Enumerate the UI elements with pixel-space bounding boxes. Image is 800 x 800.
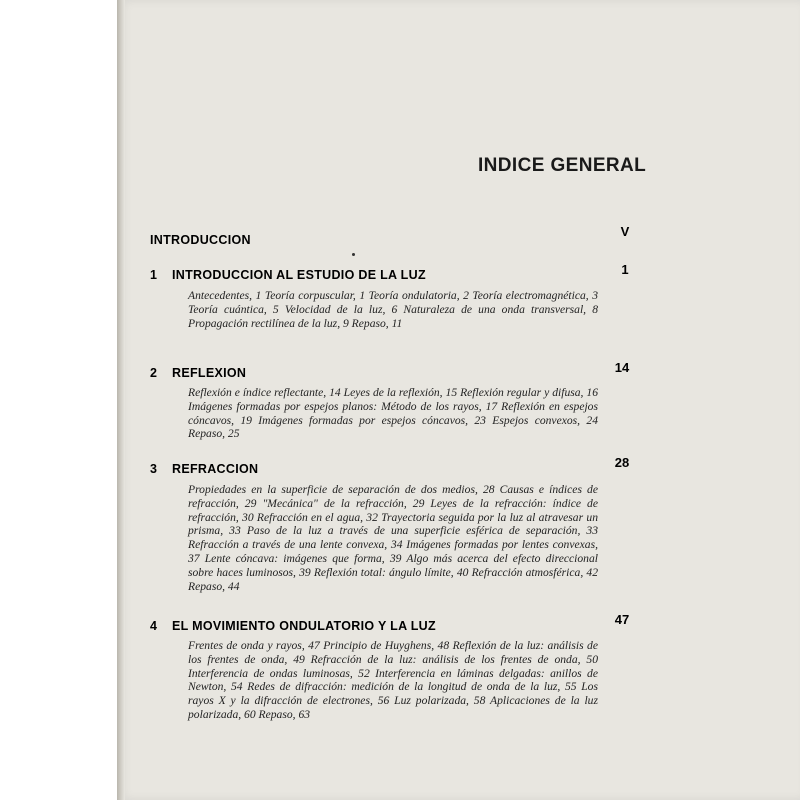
chapter-page-number: 14	[614, 360, 630, 375]
chapter-number: 4	[150, 619, 158, 633]
chapter-title: REFRACCION	[172, 462, 259, 476]
chapter-page-number: 28	[614, 455, 630, 470]
chapter-number: 2	[150, 366, 158, 380]
chapter-contents: Propiedades en la superficie de separación de dos medios, 28 Causas e índices de refracción, 29 "Mecánica" de la refracción, 29 Leyes de la refracción: índice de refracción, 30 Refracción en el agua, 32 Trayectoria seguida por la luz al atravesar un prisma, 33 Paso de la luz a través de una superficie esférica de separación, 33 Refracción a través de una lente convexa, 34 Imágenes formadas por lentes convexas, 37 Lente cóncava: imágenes que forma, 39 Algo más acerca del efecto direccional sobre haces luminosos, 39 Reflexión total: ángulo límite, 40 Refracción atmosférica, 42 Repaso, 44	[188, 483, 598, 593]
chapter-contents: Frentes de onda y rayos, 47 Principio de Huyghens, 48 Reflexión de la luz: análisis de los frentes de onda, 49 Refracción de la luz: análisis de los frentes de onda, 50 Interferencia de ondas luminosas, 52 Interferencia en láminas delgadas: anillos de Newton, 54 Redes de difracción: medición de la longitud de onda de la luz, 55 Los rayos X y la difracción de electrones, 56 Luz polarizada, 58 Aplicaciones de la luz polarizada, 60 Repaso, 63	[188, 639, 598, 721]
chapter-number: 1	[150, 268, 158, 282]
chapter-title: EL MOVIMIENTO ONDULATORIO Y LA LUZ	[172, 619, 436, 633]
chapter-title: REFLEXION	[172, 366, 247, 380]
chapter-contents: Reflexión e índice reflectante, 14 Leyes de la reflexión, 15 Reflexión regular y difusa, 16 Imágenes formadas por espejos planos: Método de los rayos, 17 Reflexión en espejos cóncavos, 19 Imágenes formadas por espejos cóncavos, 23 Espejos convexos, 24 Repaso, 25	[188, 386, 598, 441]
chapter-number: 3	[150, 462, 158, 476]
introduction-page-number: V	[620, 224, 630, 239]
chapter-heading	[150, 366, 246, 380]
chapter-page-number: 47	[614, 612, 630, 627]
chapter-heading	[150, 462, 258, 476]
page-gutter	[117, 0, 125, 800]
chapter-heading	[150, 619, 436, 633]
chapter-title: INTRODUCCION AL ESTUDIO DE LA LUZ	[172, 268, 426, 282]
chapter-page-number: 1	[621, 262, 629, 277]
chapter-contents: Antecedentes, 1 Teoría corpuscular, 1 Teoría ondulatoria, 2 Teoría electromagnética, 3 Teoría cuántica, 5 Velocidad de la luz, 6 Naturaleza de una onda transversal, 8 Propagación rectilínea de la luz, 9 Repaso, 11	[188, 289, 598, 330]
chapter-heading	[150, 268, 426, 282]
introduction-label: INTRODUCCION	[150, 233, 251, 247]
ink-speck	[352, 253, 355, 256]
page-title: INDICE GENERAL	[478, 155, 647, 176]
